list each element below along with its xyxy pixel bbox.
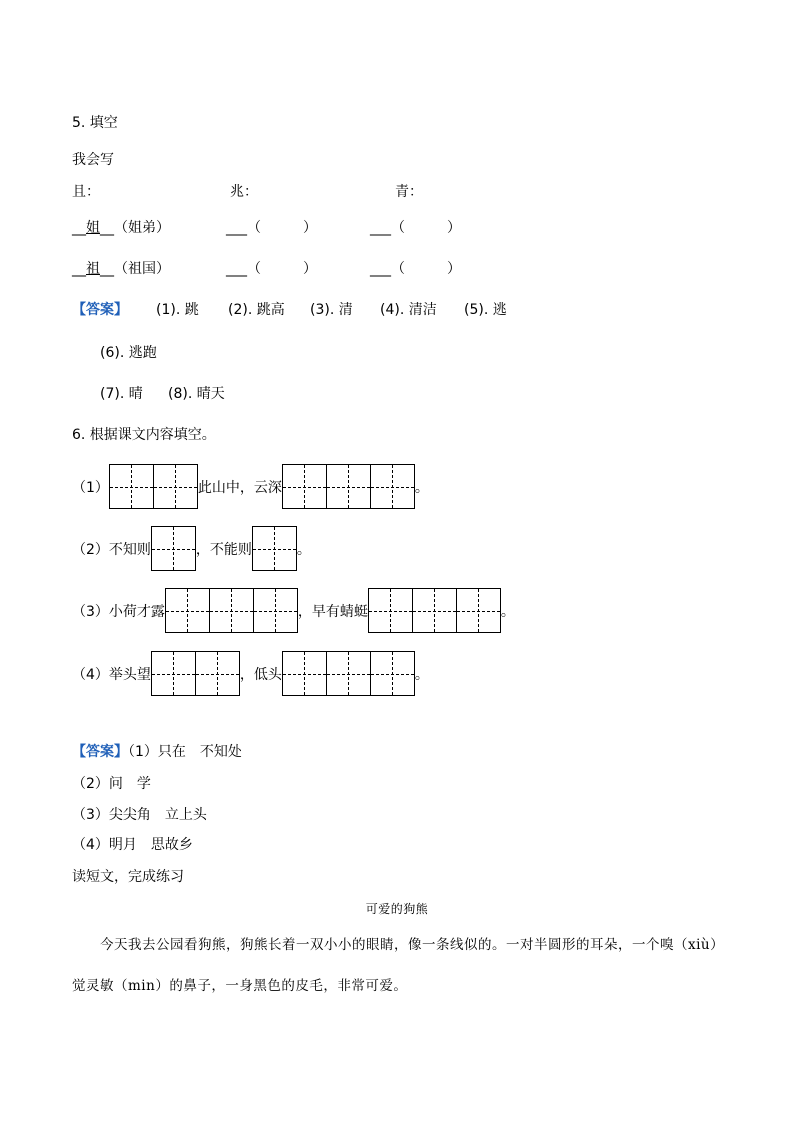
q6-answer-3: （3）尖尖角 立上头 [72, 807, 207, 823]
q6-answer-4: （4）明月 思故乡 [72, 837, 193, 853]
q6-answer-1: （1）只在 不知处 [128, 744, 242, 760]
q5-title: 5. 填空 [72, 115, 118, 131]
q5-row2-word: __祖__（祖国） [72, 261, 170, 277]
q5-row1-blank-a[interactable]: ___（ ） [226, 220, 317, 236]
q5-answer-5: (5). 逃 [464, 302, 507, 318]
q5-head-1: 且： [72, 184, 100, 200]
q5-answer-6: (6). 逃跑 [100, 345, 157, 361]
q5-answer-7: (7). 晴 [100, 386, 143, 402]
q6-item-3-grid-a[interactable] [165, 588, 298, 633]
q5-row1-blank-b[interactable]: ___（ ） [370, 220, 461, 236]
q6-title: 6. 根据课文内容填空。 [72, 427, 216, 443]
q6-item-4-grid-b[interactable] [282, 651, 415, 696]
q6-answer-label: 【答案】 [72, 744, 128, 760]
q5-answer-label: 【答案】 [72, 302, 128, 318]
q5-row2-blank-b[interactable]: ___（ ） [370, 261, 461, 277]
q6-item-2: （2）不知则 ，不能则 。 [72, 526, 311, 571]
q6-answer-1-line [72, 742, 242, 762]
q6-item-2-grid-a[interactable] [151, 526, 196, 571]
q5-head-2: 兆： [230, 184, 258, 200]
q6-item-4-grid-a[interactable] [151, 651, 240, 696]
q5-answer-2: (2). 跳高 [228, 302, 285, 318]
q6-item-1-grid-a[interactable] [109, 464, 198, 509]
q6-item-1-grid-b[interactable] [282, 464, 415, 509]
q6-item-1: （1） 此山中，云深 。 [72, 464, 429, 509]
q5-answer-1: (1). 跳 [156, 302, 199, 318]
q5-row1-word: __姐__（姐弟） [72, 220, 170, 236]
q6-item-4: （4）举头望 ，低头 。 [72, 651, 429, 696]
q5-subtitle: 我会写 [72, 152, 114, 168]
q6-answer-2: （2）问 学 [72, 776, 151, 792]
q5-row2-blank-a[interactable]: ___（ ） [226, 261, 317, 277]
reading-title: 可爱的狗熊 [365, 902, 429, 916]
q5-answer-8: (8). 晴天 [168, 386, 225, 402]
reading-intro: 读短文，完成练习 [72, 869, 184, 885]
q5-head-3: 青： [395, 184, 423, 200]
q6-item-3: （3）小荷才露 ，早有蜻蜓 。 [72, 588, 515, 633]
reading-line-2: 觉灵敏（min）的鼻子，一身黑色的皮毛，非常可爱。 [72, 978, 408, 994]
q5-answer-3: (3). 清 [310, 302, 353, 318]
q5-answer-4: (4). 清洁 [380, 302, 437, 318]
q6-item-2-grid-b[interactable] [252, 526, 297, 571]
q6-item-3-grid-b[interactable] [368, 588, 501, 633]
reading-line-1: 今天我去公园看狗熊，狗熊长着一双小小的眼睛，像一条线似的。一对半圆形的耳朵，一个嗅（xiù） [100, 937, 725, 953]
